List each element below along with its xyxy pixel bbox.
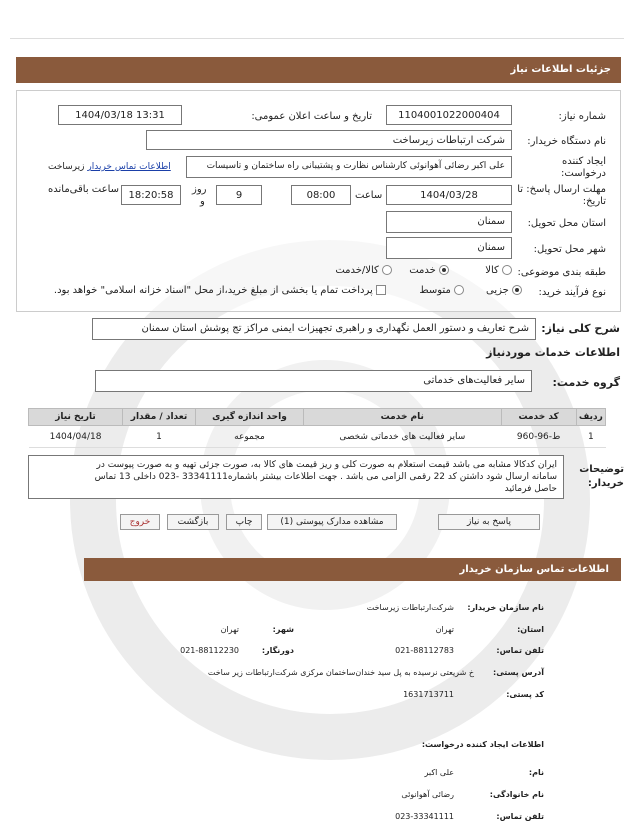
remaining-label: ساعت باقی‌مانده bbox=[48, 184, 120, 195]
reply-button[interactable]: پاسخ به نیاز bbox=[438, 514, 540, 530]
name-value: علی اکبر bbox=[424, 768, 454, 777]
process-option-medium[interactable]: متوسط bbox=[419, 285, 464, 296]
summary-field: شرح تعاریف و دستور العمل نگهداری و راهبری تجهیزات ایمنی مراکز تج پوشش استان سمنان bbox=[92, 318, 536, 340]
service-group-field: سایر فعالیت‌های خدماتی bbox=[95, 370, 532, 392]
need-number-label: شماره نیاز: bbox=[558, 111, 606, 122]
col-unit: واحد اندازه گیری bbox=[195, 409, 303, 426]
category-label: طبقه بندی موضوعی: bbox=[517, 267, 606, 278]
cell-need-date: 1404/04/18 bbox=[29, 426, 123, 448]
services-table bbox=[28, 408, 606, 448]
deadline-label-1: مهلت ارسال پاسخ: تا bbox=[517, 184, 606, 195]
notes-line-2: سامانه ارسال شود داشتن کد 22 رقمی الزامی می باشد . جهت اطلاعات بیشتر باشماره33341111 -023 داخلی 13 تماس bbox=[94, 472, 557, 482]
remaining-time-field: 18:20:58 bbox=[121, 185, 181, 205]
process-option-minor[interactable]: جزیی bbox=[486, 285, 522, 296]
province-label: استان محل تحویل: bbox=[527, 218, 606, 229]
radio-selected-icon[interactable] bbox=[439, 265, 449, 275]
checkbox-icon[interactable] bbox=[376, 285, 386, 295]
days-field: 9 bbox=[216, 185, 262, 205]
notes-label-1: توضیحات bbox=[579, 464, 624, 475]
family-value: رضائی آهوانوئی bbox=[401, 790, 454, 799]
notes-line-1: ایران کدکالا مشابه می باشد قیمت استعلام به صورت کلی و ریز قیمت های کالا به، صورت جزئی تهیه و به صورت پیوست در bbox=[96, 460, 557, 470]
attachments-button[interactable]: مشاهده مدارک پیوستی (1) bbox=[267, 514, 397, 530]
org-value: شرکت‌ارتباطات زیرساخت bbox=[366, 603, 454, 612]
cell-quantity: 1 bbox=[123, 426, 196, 448]
table-row bbox=[29, 426, 606, 448]
table-header-row bbox=[29, 409, 606, 426]
buyer-notes-field bbox=[28, 455, 564, 499]
address-value: خ شریعتی نرسیده به پل سید خندان‌ساختمان مرکزی شرکت‌ارتباطات زیر ساخت bbox=[207, 668, 474, 677]
hour-label: ساعت bbox=[355, 190, 383, 201]
creator-label-2: درخواست: bbox=[561, 168, 606, 179]
radio-icon[interactable] bbox=[454, 285, 464, 295]
province-contact-value: تهران bbox=[435, 625, 454, 634]
phone-value: 021-88112783 bbox=[395, 646, 454, 655]
creator-tail-text: زیرساخت bbox=[48, 162, 85, 172]
notes-label-2: خریدار: bbox=[587, 478, 624, 489]
announce-field: 1404/03/18 13:31 bbox=[58, 105, 182, 125]
phone-label: تلفن تماس: bbox=[496, 646, 544, 655]
org-label: نام سازمان خریدار: bbox=[467, 603, 544, 612]
print-button[interactable]: چاپ bbox=[226, 514, 262, 530]
creator-label-1: ایجاد کننده bbox=[562, 156, 606, 167]
services-title: اطلاعات خدمات موردنیاز bbox=[486, 346, 620, 359]
contact-section-title: اطلاعات تماس سازمان خریدار bbox=[84, 558, 621, 581]
announce-label: تاریخ و ساعت اعلان عمومی: bbox=[251, 111, 372, 122]
days-and-label: و bbox=[200, 196, 205, 207]
col-service-name: نام خدمت bbox=[304, 409, 501, 426]
category-option-service[interactable]: خدمت bbox=[409, 265, 449, 276]
creator-tail bbox=[48, 162, 171, 172]
city-label: شهر محل تحویل: bbox=[533, 244, 606, 255]
category-option-goods[interactable]: کالا bbox=[485, 265, 512, 276]
postal-value: 1631713711 bbox=[403, 690, 454, 699]
notes-line-3: حاصل فرمائید bbox=[504, 484, 557, 494]
buyer-contact-link[interactable]: اطلاعات تماس خریدار bbox=[87, 162, 171, 172]
cell-service-code: ط-96-960 bbox=[501, 426, 576, 448]
province-field: سمنان bbox=[386, 211, 512, 233]
city-contact-value: تهران bbox=[220, 625, 239, 634]
fax-label: دورنگار: bbox=[261, 646, 294, 655]
days-label: روز bbox=[192, 184, 207, 195]
radio-selected-icon[interactable] bbox=[512, 285, 522, 295]
col-row: ردیف bbox=[576, 409, 605, 426]
creator-section-title: اطلاعات ایجاد کننده درخواست: bbox=[421, 740, 544, 749]
radio-icon[interactable] bbox=[502, 265, 512, 275]
postal-label: کد پستی: bbox=[506, 690, 544, 699]
deadline-time-field: 08:00 bbox=[291, 185, 351, 205]
tel-label: تلفن تماس: bbox=[496, 812, 544, 821]
cell-unit: مجموعه bbox=[195, 426, 303, 448]
city-contact-label: شهر: bbox=[272, 625, 294, 634]
creator-field: علی اکبر رضائی آهوانوئی کارشناس نظارت و پشتیبانی راه ساختمان و تاسیسات bbox=[186, 156, 512, 178]
city-field: سمنان bbox=[386, 237, 512, 259]
exit-button[interactable]: خروج bbox=[120, 514, 160, 530]
treasury-payment-checkbox[interactable]: پرداخت تمام یا بخشی از مبلغ خرید،از محل "اسناد خزانه اسلامی" خواهد بود. bbox=[54, 285, 386, 296]
col-need-date: تاریخ نیاز bbox=[29, 409, 123, 426]
deadline-label-2: تاریخ: bbox=[582, 196, 606, 207]
address-label: آدرس پستی: bbox=[493, 668, 544, 677]
radio-icon[interactable] bbox=[382, 265, 392, 275]
page-title: جزئیات اطلاعات نیاز bbox=[16, 57, 621, 83]
need-number-field: 1104001022000404 bbox=[386, 105, 512, 125]
deadline-date-field: 1404/03/28 bbox=[386, 185, 512, 205]
cell-service-name: سایر فعالیت های خدماتی شخصی bbox=[304, 426, 501, 448]
province-contact-label: استان: bbox=[517, 625, 544, 634]
col-service-code: کد خدمت bbox=[501, 409, 576, 426]
cell-row: 1 bbox=[576, 426, 605, 448]
col-quantity: تعداد / مقدار bbox=[123, 409, 196, 426]
fax-value: 021-88112230 bbox=[180, 646, 239, 655]
summary-label: شرح کلی نیاز: bbox=[541, 322, 620, 335]
buyer-label: نام دستگاه خریدار: bbox=[527, 136, 606, 147]
buyer-field: شرکت ارتباطات زیرساخت bbox=[146, 130, 512, 150]
tel-value: 023-33341111 bbox=[395, 812, 454, 821]
name-label: نام: bbox=[528, 768, 544, 777]
family-label: نام خانوادگی: bbox=[489, 790, 544, 799]
back-button[interactable]: بازگشت bbox=[167, 514, 219, 530]
top-divider bbox=[10, 38, 624, 39]
service-group-label: گروه خدمت: bbox=[552, 376, 620, 389]
process-label: نوع فرآیند خرید: bbox=[538, 287, 606, 298]
category-option-goods-service[interactable]: کالا/خدمت bbox=[335, 265, 392, 276]
